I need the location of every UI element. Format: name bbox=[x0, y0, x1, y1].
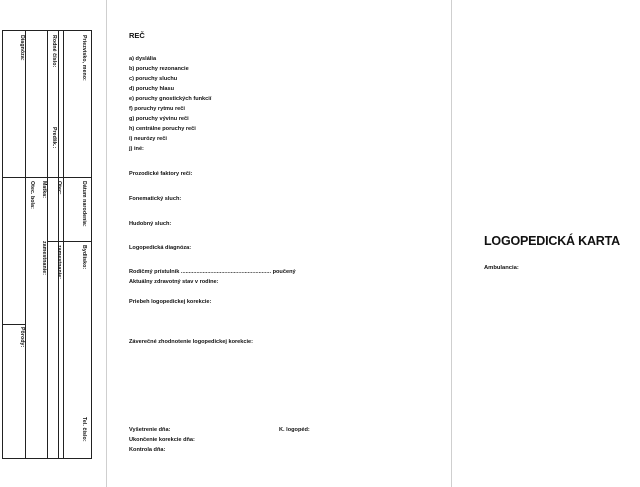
field-vysetrenie-dna: Vyšetrenie dňa: bbox=[129, 427, 171, 433]
left-form-panel bbox=[0, 0, 107, 487]
table-column-divider bbox=[25, 31, 26, 458]
option-item: g) poruchy vývinu reči bbox=[129, 116, 189, 122]
label-otec: Otec: bbox=[56, 181, 62, 195]
field-rodicmy-prislusnik: Rodičmý prístulník .......................................................... poučený bbox=[129, 269, 296, 275]
table-row-divider bbox=[63, 177, 91, 178]
option-item: i) neurózy reči bbox=[129, 136, 167, 142]
section-title: REČ bbox=[129, 31, 145, 40]
label-diagnoza: Diagnóza: bbox=[19, 35, 25, 61]
field-zdravotny-stav: Aktuálny zdravotný stav v rodine: bbox=[129, 279, 219, 285]
option-item: f) poruchy rytmu reči bbox=[129, 106, 185, 112]
label-bydlisko: Bydlisko: bbox=[81, 245, 87, 270]
field-logoped: K. logopéd: bbox=[279, 427, 310, 433]
table-row-divider bbox=[63, 241, 91, 242]
option-item: c) poruchy sluchu bbox=[129, 76, 178, 82]
label-rodne-cislo: Rodné číslo: bbox=[51, 35, 57, 68]
table-row-divider bbox=[3, 177, 25, 178]
personal-data-table bbox=[2, 30, 92, 459]
option-item: a) dyslália bbox=[129, 56, 157, 62]
option-item: j) iné: bbox=[129, 146, 144, 152]
option-item: d) poruchy hlasu bbox=[129, 86, 175, 92]
option-item: h) centrálne poruchy reči bbox=[129, 126, 196, 132]
field-priebeh-korekcie: Priebeh logopedickej korekcie: bbox=[129, 299, 212, 305]
table-row-divider bbox=[47, 241, 63, 242]
label-matka: Matka: bbox=[41, 181, 47, 199]
option-item: e) poruchy gnostických funkcií bbox=[129, 96, 212, 102]
table-row-divider bbox=[3, 324, 25, 325]
label-oteckoval: Otec. bola: bbox=[29, 181, 35, 209]
field-logopedicka-diagnoza: Logopedická diagnóza: bbox=[129, 245, 192, 251]
field-zaverecne-zhodnotenie: Záverečné zhodnotenie logopedickej korekcie: bbox=[129, 339, 254, 345]
table-row-divider bbox=[25, 177, 63, 178]
option-item: b) poruchy rezonancie bbox=[129, 66, 189, 72]
label-telefon: Tel. číslo: bbox=[81, 417, 87, 442]
field-kontrola-dna: Kontrola dňa: bbox=[129, 447, 166, 453]
table-column-divider bbox=[63, 31, 64, 458]
table-column-divider bbox=[47, 31, 48, 458]
speech-page bbox=[107, 0, 452, 487]
label-meno: Priezvisko, meno: bbox=[81, 35, 87, 81]
field-ambulancia: Ambulancia: bbox=[484, 265, 519, 271]
card-title: LOGOPEDICKÁ KARTA bbox=[484, 234, 620, 248]
cover-page bbox=[452, 0, 640, 487]
label-datum-narodenia: Dátum narodenia: bbox=[81, 181, 87, 227]
label-porody: Pôrody: bbox=[19, 327, 25, 348]
label-zamestnanie-matka: zamestnanie: bbox=[41, 241, 47, 276]
field-fonematicky-sluch: Fonematický sluch: bbox=[129, 196, 182, 202]
field-hudobny-sluch: Hudobný sluch: bbox=[129, 221, 172, 227]
field-ukoncenie-korekcie: Ukončenie korekcie dňa: bbox=[129, 437, 195, 443]
field-prozodicke-faktory: Prozodické faktory reči: bbox=[129, 171, 193, 177]
label-zamestnanie-otec: zamestnanie: bbox=[56, 245, 62, 280]
label-pred: Predšk.: bbox=[51, 127, 57, 149]
